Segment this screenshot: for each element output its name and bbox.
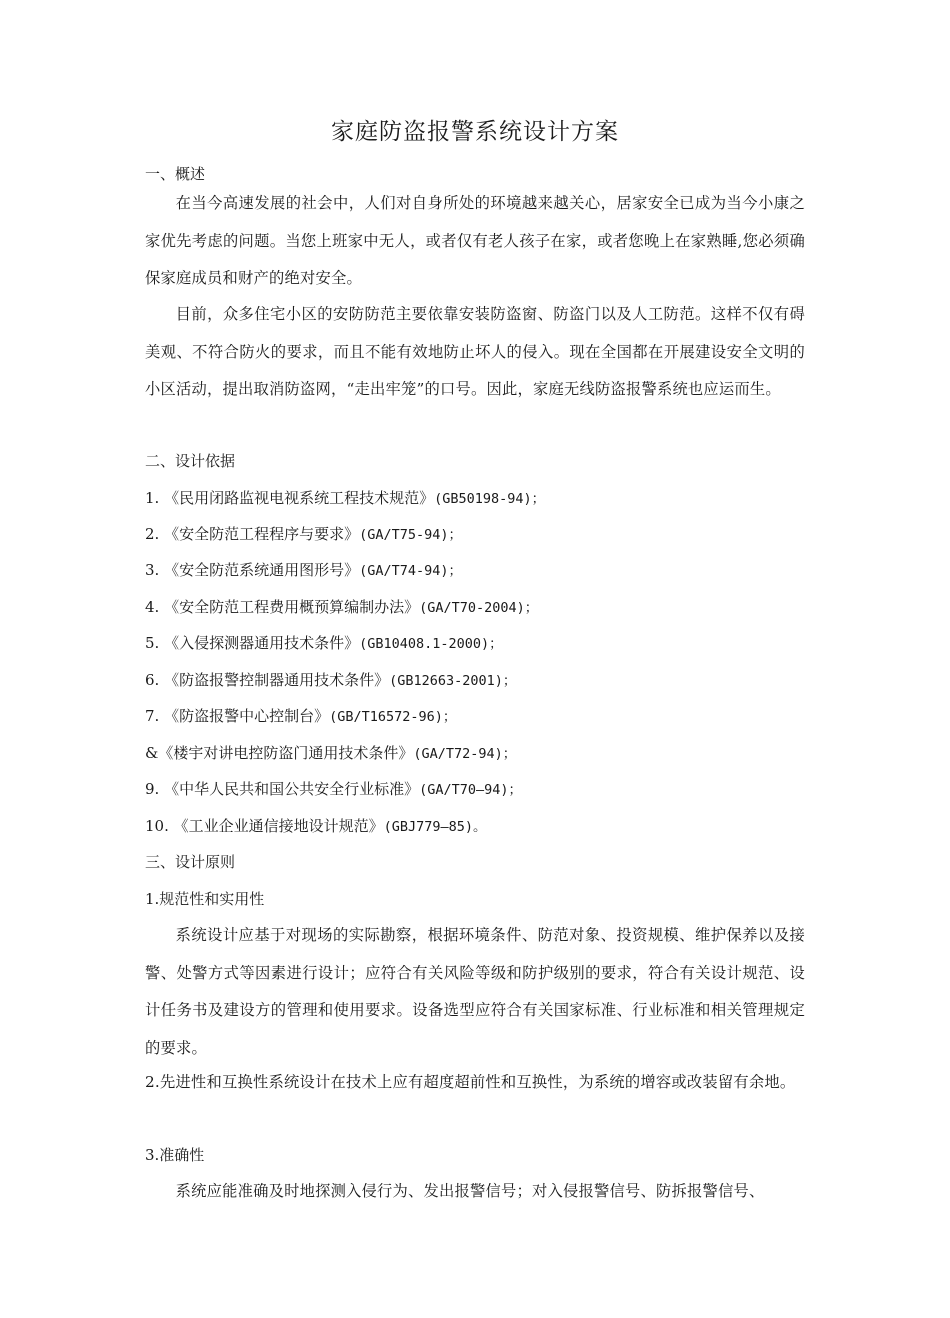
reference-item <box>145 778 522 801</box>
principle-heading-accuracy: 3.准确性 <box>145 1146 205 1164</box>
reference-number: 5. <box>145 634 160 652</box>
reference-number: 10. <box>145 817 169 835</box>
reference-name: 《工业企业通信接地设计规范》 <box>173 817 384 835</box>
reference-number: 2. <box>145 525 160 543</box>
overview-paragraph-2: 目前，众多住宅小区的安防防范主要依靠安装防盗窗、防盗门以及人工防范。这样不仅有碍美观、不符合防火的要求，而且不能有效地防止坏人的侵入。现在全国都在开展建设安全文明的小区活动，提出取消防盗网，“走出牢笼”的口号。因此，家庭无线防盗报警系统也应运而生。 <box>145 305 805 398</box>
reference-number: 6. <box>145 671 160 689</box>
reference-number: 7. <box>145 707 160 725</box>
principle-paragraph-advancement: 2.先进性和互换性系统设计在技术上应有超度超前性和互换性，为系统的增容或改装留有余地。 <box>145 1073 796 1091</box>
reference-item <box>145 742 516 765</box>
reference-number: 9. <box>145 780 160 798</box>
reference-code: (GB10408.1-2000)； <box>359 636 503 652</box>
reference-number: 3. <box>145 561 160 579</box>
reference-item <box>145 815 487 838</box>
reference-name: 《中华人民共和国公共安全行业标准》 <box>164 780 420 798</box>
reference-item <box>145 487 545 510</box>
reference-code: (GBJ779—85)。 <box>383 819 487 835</box>
reference-name: 《防盗报警中心控制台》 <box>164 707 330 725</box>
reference-item <box>145 596 538 619</box>
reference-number: 1. <box>145 489 160 507</box>
reference-number: 4. <box>145 598 160 616</box>
reference-name: 《安全防范工程费用概预算编制办法》 <box>164 598 420 616</box>
principle-heading-standardization: 1.规范性和实用性 <box>145 890 265 908</box>
reference-name: 《楼宇对讲电控防盗门通用技术条件》 <box>158 744 414 762</box>
reference-code: (GA/T70—94)； <box>419 782 523 798</box>
principle-paragraph-accuracy: 系统应能准确及时地探测入侵行为、发出报警信号；对入侵报警信号、防拆报警信号、 <box>175 1182 765 1200</box>
reference-item <box>145 559 462 582</box>
reference-code: (GB/T16572-96)； <box>329 709 457 725</box>
reference-code: (GA/T74-94)； <box>359 563 463 579</box>
reference-item <box>145 705 456 728</box>
principle-paragraph-standardization: 系统设计应基于对现场的实际勘察，根据环境条件、防范对象、投资规模、维护保养以及接警、处警方式等因素进行设计；应符合有关风险等级和防护级别的要求，符合有关设计规范、设计任务书及建设方的管理和使用要求。设备选型应符合有关国家标准、行业标准和相关管理规定的要求。 <box>145 926 805 1057</box>
overview-paragraph-1: 在当今高速发展的社会中，人们对自身所处的环境越来越关心，居家安全已成为当今小康之家优先考虑的问题。当您上班家中无人，或者仅有老人孩子在家，或者您晚上在家熟睡,您必须确保家庭成员和财产的绝对安全。 <box>145 194 805 287</box>
reference-name: 《民用闭路监视电视系统工程技术规范》 <box>164 489 435 507</box>
reference-item <box>145 669 516 692</box>
reference-code: (GA/T70-2004)； <box>419 600 539 616</box>
reference-code: (GB12663-2001)； <box>389 673 517 689</box>
section-heading-overview: 一、概述 <box>145 165 206 183</box>
reference-number: & <box>145 744 159 762</box>
reference-name: 《入侵探测器通用技术条件》 <box>164 634 360 652</box>
section-heading-basis: 二、设计依据 <box>145 452 236 470</box>
reference-name: 《安全防范工程程序与要求》 <box>164 525 360 543</box>
reference-code: (GB50198-94)； <box>434 491 546 507</box>
reference-item <box>145 523 462 546</box>
section-heading-principles: 三、设计原则 <box>145 853 236 871</box>
document-title: 家庭防盗报警系统设计方案 <box>331 119 619 145</box>
reference-name: 《安全防范系统通用图形号》 <box>164 561 360 579</box>
reference-name: 《防盗报警控制器通用技术条件》 <box>164 671 390 689</box>
reference-item <box>145 632 503 655</box>
reference-code: (GA/T75-94)； <box>359 527 463 543</box>
reference-code: (GA/T72-94)； <box>413 746 517 762</box>
